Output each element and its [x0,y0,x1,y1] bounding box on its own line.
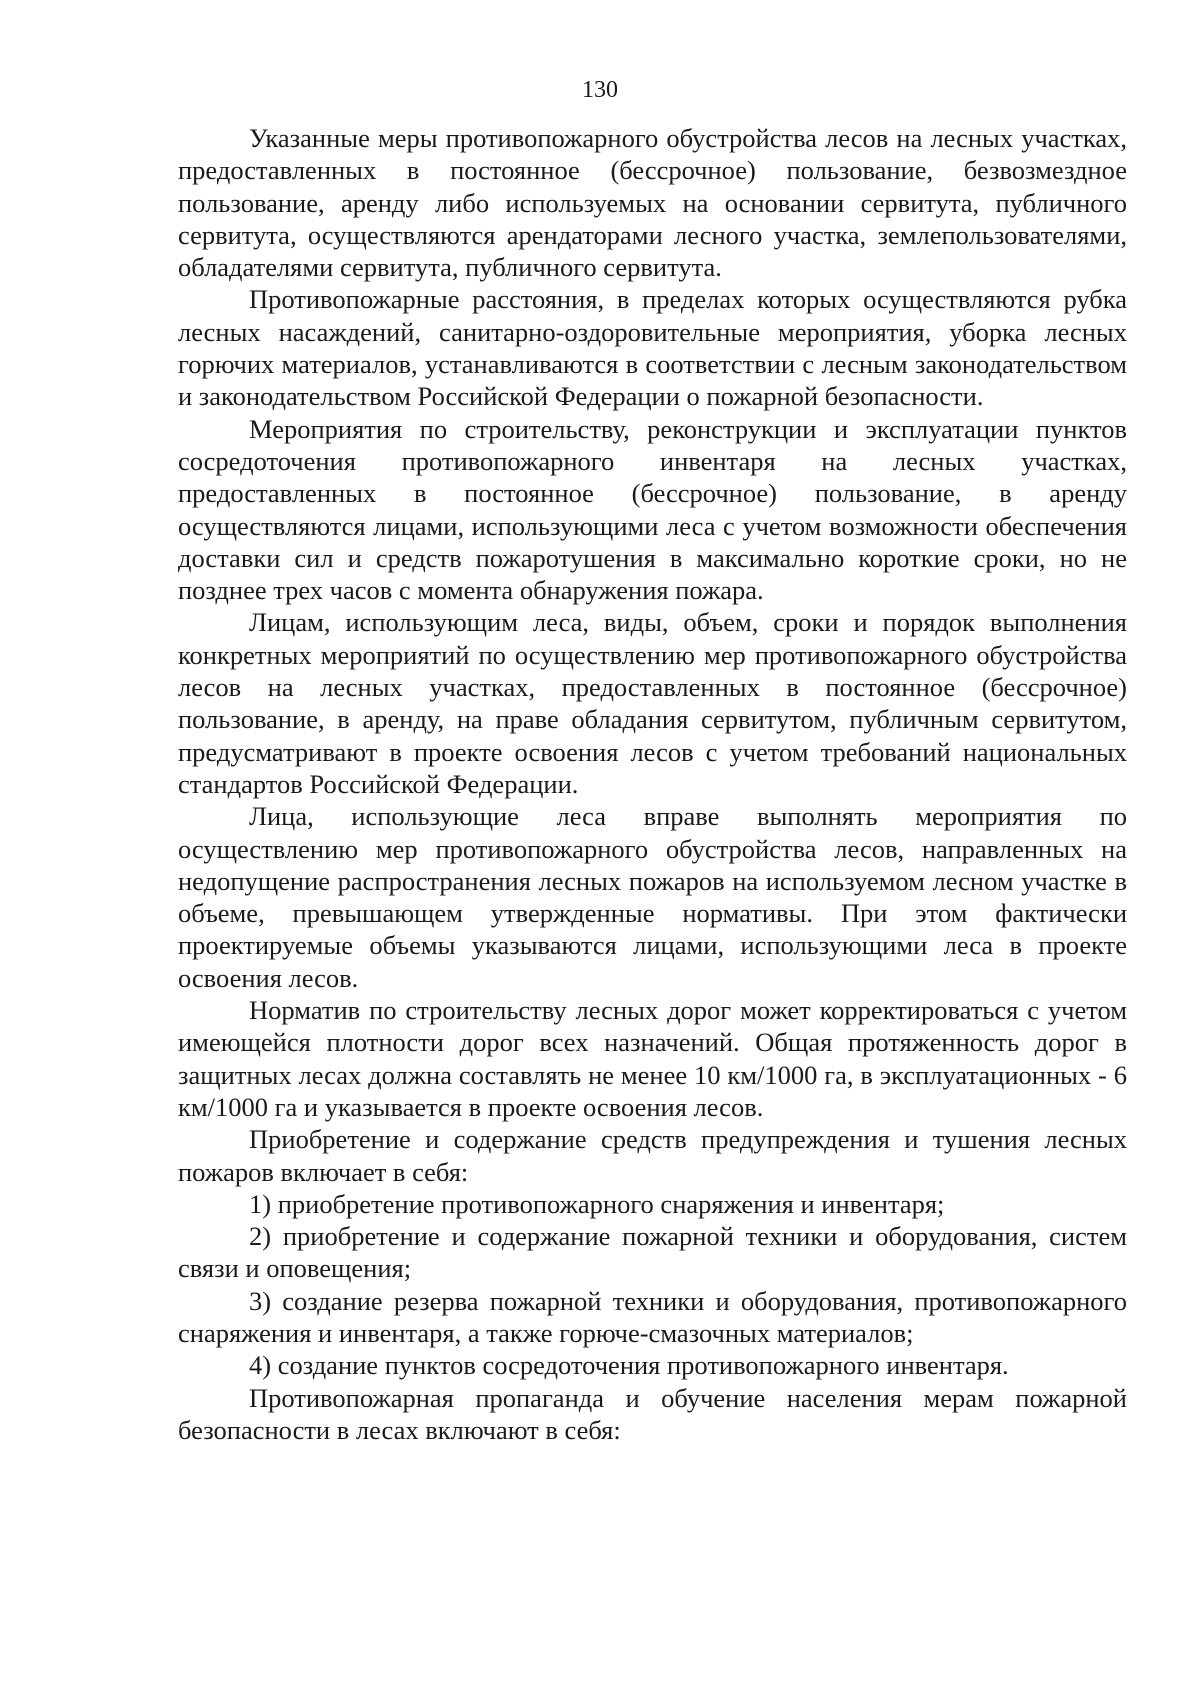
list-item: 1) приобретение противопожарного снаряжения и инвентаря; [249,1188,945,1219]
paragraph: Лица, использующие леса вправе выполнять мероприятия по осуществлению мер противопожарного обустройства лесов, направленных на недопущение распространения лесных пожаров на используемом лесном участке в объеме, превышающем утвержденные нормативы. При этом фактически проектируемые объемы указываются лицами, использующими леса в проекте освоения лесов. [178,801,1127,993]
paragraph: Мероприятия по строительству, реконструкции и эксплуатации пунктов сосредоточения противопожарного инвентаря на лесных участках, предоставленных в постоянное (бессрочное) пользование, в аренду осуществляются лицами, использующими леса с учетом возможности обеспечения доставки сил и средств пожаротушения в максимально короткие сроки, но не позднее трех часов с момента обнаружения пожара. [178,413,1127,606]
list-item: 4) создание пунктов сосредоточения противопожарного инвентаря. [249,1350,1009,1381]
paragraph: Противопожарная пропаганда и обучение населения мерам пожарной безопасности в лесах включают в себя: [178,1382,1127,1445]
paragraph: Указанные меры противопожарного обустройства лесов на лесных участках, предоставленных в постоянное (бессрочное) пользование, безвозмездное пользование, аренду либо используемых на основании сервитута, публичного сервитута, осуществляются арендаторами лесного участка, землепользователями, обладателями сервитута, публичного сервитута. [178,123,1127,283]
document-body [178,122,1127,1446]
list-item: 2) приобретение и содержание пожарной техники и оборудования, систем связи и оповещения; [178,1221,1127,1284]
list-item: 3) создание резерва пожарной техники и оборудования, противопожарного снаряжения и инвентаря, а также горюче-смазочных материалов; [178,1285,1127,1348]
paragraph: Лицам, использующим леса, виды, объем, сроки и порядок выполнения конкретных мероприятий по осуществлению мер противопожарного обустройства лесов на лесных участках, предоставленных в постоянное (бессрочное) пользование, в аренду, на праве обладания сервитутом, публичным сервитутом, предусматривают в проекте освоения лесов с учетом требований национальных стандартов Российской Федерации. [178,607,1127,799]
paragraph: Противопожарные расстояния, в пределах которых осуществляются рубка лесных насаждений, санитарно-оздоровительные мероприятия, уборка лесных горючих материалов, устанавливаются в соответствии с лесным законодательством и законодательством Российской Федерации о пожарной безопасности. [178,284,1127,412]
paragraph: Приобретение и содержание средств предупреждения и тушения лесных пожаров включает в себя: [178,1124,1127,1187]
paragraph: Норматив по строительству лесных дорог может корректироваться с учетом имеющейся плотности дорог всех назначений. Общая протяженность дорог в защитных лесах должна составлять не менее 10 км/1000 га, в эксплуатационных - 6 км/1000 га и указывается в проекте освоения лесов. [178,995,1127,1122]
page-number: 130 [582,77,618,103]
